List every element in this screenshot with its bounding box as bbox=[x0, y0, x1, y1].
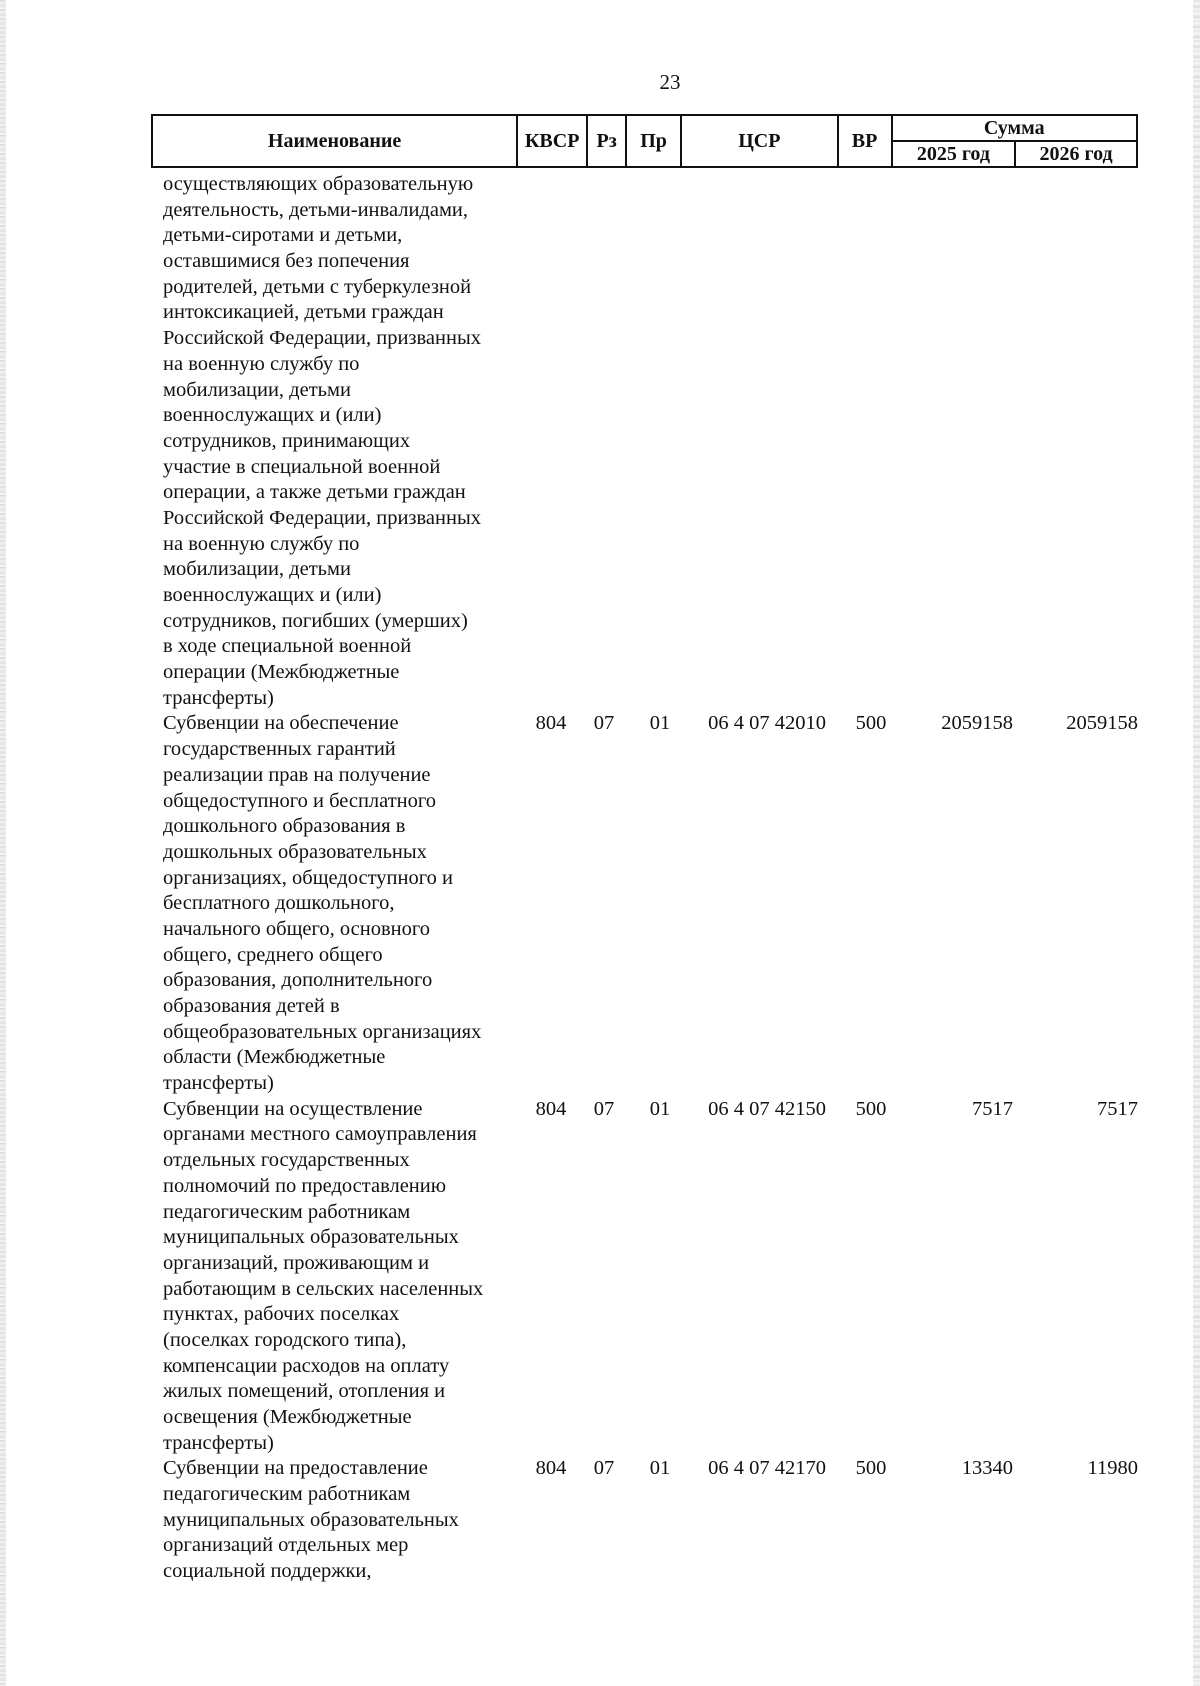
name-text-line: в ходе специальной военной bbox=[163, 635, 412, 658]
name-text-line: дошкольного образования в bbox=[163, 815, 406, 838]
name-text-line: Субвенции на обеспечение bbox=[163, 712, 399, 735]
csr-cell: 06 4 07 42170 bbox=[708, 1457, 826, 1480]
name-text-line: Российской Федерации, призванных bbox=[163, 327, 481, 350]
name-text-line: отдельных государственных bbox=[163, 1149, 410, 1172]
name-text-line: мобилизации, детьми bbox=[163, 558, 351, 581]
name-text-line: операции (Межбюджетные bbox=[163, 661, 400, 684]
name-text-line: трансферты) bbox=[163, 1072, 274, 1095]
row-name-cell bbox=[151, 711, 1141, 1096]
continuation-name-cell bbox=[151, 172, 1141, 711]
name-text-line: трансферты) bbox=[163, 686, 274, 709]
name-text-line: организаций, проживающим и bbox=[163, 1251, 430, 1274]
pr-cell: 01 bbox=[649, 712, 671, 735]
kvsr-cell: 804 bbox=[535, 1457, 567, 1480]
name-text-line: работающим в сельских населенных bbox=[163, 1277, 484, 1300]
table-row bbox=[151, 1456, 1141, 1584]
scan-edge-left bbox=[0, 0, 6, 1686]
name-text-line: органами местного самоуправления bbox=[163, 1123, 477, 1146]
header-vr: ВР bbox=[838, 115, 892, 167]
name-text-line: пунктах, рабочих поселках bbox=[163, 1303, 400, 1326]
table-row bbox=[151, 711, 1141, 1096]
name-text-line: Субвенции на осуществление bbox=[163, 1097, 423, 1120]
kvsr-cell: 804 bbox=[535, 1097, 567, 1120]
scan-edge-right bbox=[1193, 0, 1200, 1686]
name-text-line: общеобразовательных организациях bbox=[163, 1020, 482, 1043]
rz-cell: 07 bbox=[593, 1097, 615, 1120]
pr-cell: 01 bbox=[649, 1457, 671, 1480]
vr-cell: 500 bbox=[855, 1097, 887, 1120]
name-text-line: (поселках городского типа), bbox=[163, 1328, 407, 1351]
name-text-line: бесплатного дошкольного, bbox=[163, 892, 395, 915]
sum-2026-cell: 2059158 bbox=[1066, 712, 1138, 735]
name-text-line: военнослужащих и (или) bbox=[163, 404, 382, 427]
name-text-line: трансферты) bbox=[163, 1431, 274, 1454]
name-text-line: родителей, детьми с туберкулезной bbox=[163, 275, 472, 298]
row-name-cell bbox=[151, 1097, 1141, 1457]
name-text-line: деятельность, детьми-инвалидами, bbox=[163, 198, 469, 221]
name-text-line: муниципальных образовательных bbox=[163, 1508, 459, 1531]
name-text-line: участие в специальной военной bbox=[163, 455, 441, 478]
name-text-line: реализации прав на получение bbox=[163, 763, 431, 786]
name-text-line: компенсации расходов на оплату bbox=[163, 1354, 450, 1377]
page-number: 23 bbox=[659, 70, 681, 94]
name-text-line: государственных гарантий bbox=[163, 738, 396, 761]
name-text-line: на военную службу по bbox=[163, 352, 360, 375]
name-text-line: организаций отдельных мер bbox=[163, 1534, 409, 1557]
sum-2026-cell: 11980 bbox=[1087, 1457, 1138, 1480]
header-kvsr: КВСР bbox=[517, 115, 587, 167]
name-text-line: образования детей в bbox=[163, 995, 340, 1017]
name-text-line: полномочий по предоставлению bbox=[163, 1174, 447, 1197]
name-text-line: социальной поддержки, bbox=[163, 1560, 372, 1583]
pr-cell: 01 bbox=[649, 1097, 671, 1120]
header-year-2026: 2026 год bbox=[1015, 141, 1137, 167]
name-text-line: общедоступного и бесплатного bbox=[163, 789, 437, 812]
table-body bbox=[151, 172, 1141, 1585]
name-text-line: операции, а также детьми граждан bbox=[163, 481, 466, 504]
name-text-line: образования, дополнительного bbox=[163, 969, 433, 992]
header-year-2025: 2025 год bbox=[892, 141, 1016, 167]
name-text-line: сотрудников, принимающих bbox=[163, 429, 411, 452]
name-text-line: мобилизации, детьми bbox=[163, 378, 351, 401]
vr-cell: 500 bbox=[855, 712, 887, 735]
kvsr-cell: 804 bbox=[535, 712, 567, 735]
name-text-line: педагогическим работникам bbox=[163, 1483, 411, 1506]
header-rz: Рз bbox=[587, 115, 626, 167]
sum-2025-cell: 2059158 bbox=[941, 712, 1013, 735]
name-text-line: организациях, общедоступного и bbox=[163, 866, 453, 889]
rz-cell: 07 bbox=[593, 1457, 615, 1480]
header-pr: Пр bbox=[626, 115, 681, 167]
name-text-line: Российской Федерации, призванных bbox=[163, 506, 481, 529]
name-text-line: педагогическим работникам bbox=[163, 1200, 411, 1223]
vr-cell: 500 bbox=[855, 1457, 887, 1480]
table-row bbox=[151, 1097, 1141, 1457]
name-text-line: военнослужащих и (или) bbox=[163, 584, 382, 606]
name-text-line: жилых помещений, отопления и bbox=[163, 1380, 446, 1403]
name-text-line: сотрудников, погибших (умерших) bbox=[163, 609, 468, 632]
name-text-line: осуществляющих образовательную bbox=[163, 173, 474, 195]
name-text-line: Субвенции на предоставление bbox=[163, 1457, 428, 1480]
name-text-line: муниципальных образовательных bbox=[163, 1226, 459, 1249]
name-text-line: интоксикацией, детьми граждан bbox=[163, 301, 444, 324]
name-text-line: области (Межбюджетные bbox=[163, 1046, 386, 1069]
name-text-line: на военную службу по bbox=[163, 532, 360, 555]
header-name: Наименование bbox=[152, 115, 517, 167]
table-header bbox=[151, 114, 1138, 168]
csr-cell: 06 4 07 42150 bbox=[708, 1097, 826, 1120]
csr-cell: 06 4 07 42010 bbox=[708, 712, 826, 735]
sum-2026-cell: 7517 bbox=[1097, 1097, 1138, 1120]
name-text-line: освещения (Межбюджетные bbox=[163, 1406, 412, 1428]
name-text-line: общего, среднего общего bbox=[163, 943, 383, 966]
rz-cell: 07 bbox=[593, 712, 615, 735]
header-csr: ЦСР bbox=[681, 115, 838, 167]
sum-2025-cell: 7517 bbox=[972, 1097, 1013, 1120]
name-text-line: дошкольных образовательных bbox=[163, 840, 427, 863]
sum-2025-cell: 13340 bbox=[961, 1457, 1013, 1480]
name-text-line: начального общего, основного bbox=[163, 917, 431, 940]
name-text-line: детьми-сиротами и детьми, bbox=[163, 224, 403, 247]
name-text-line: оставшимися без попечения bbox=[163, 250, 410, 273]
header-sum: Сумма bbox=[892, 115, 1137, 141]
